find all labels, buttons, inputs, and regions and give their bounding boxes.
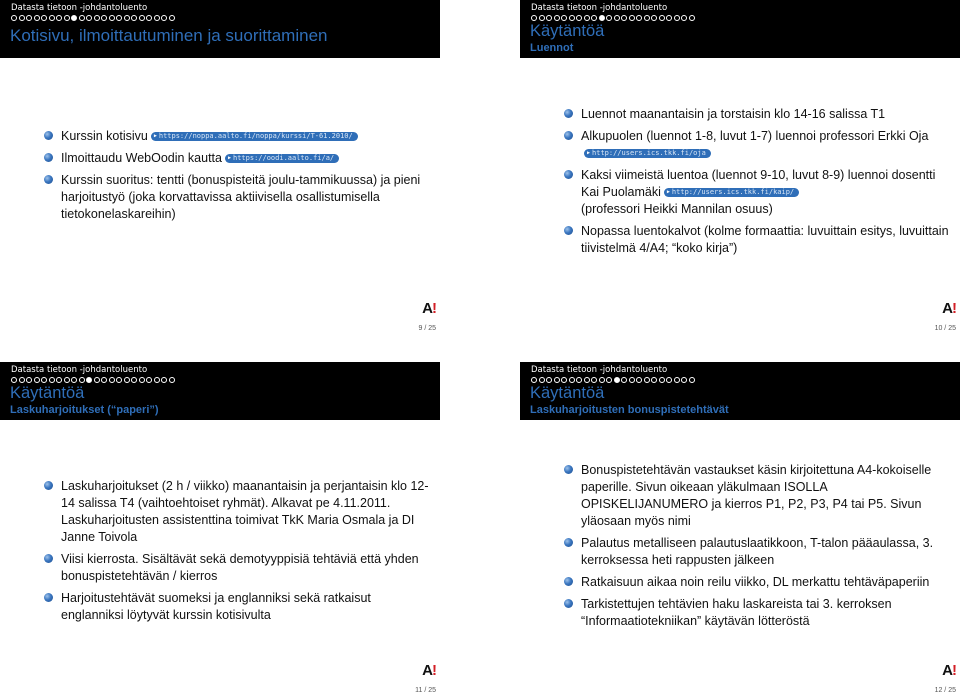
nav-dot[interactable]: [629, 377, 635, 383]
nav-dot[interactable]: [41, 377, 47, 383]
frame-title: Käytäntöä: [10, 384, 85, 402]
nav-dot[interactable]: [116, 377, 122, 383]
slide-10: [520, 0, 960, 335]
nav-dot[interactable]: [614, 15, 620, 21]
list-item: [44, 172, 432, 223]
nav-dot[interactable]: [584, 15, 590, 21]
frame-subtitle: Laskuharjoitusten bonuspistetehtävät: [530, 404, 729, 416]
nav-dot[interactable]: [71, 377, 77, 383]
slide-header: [520, 362, 960, 420]
nav-dot[interactable]: [49, 15, 55, 21]
nav-dot[interactable]: [146, 15, 152, 21]
slide-header: [0, 0, 440, 58]
oja-link[interactable]: ▶ http://users.ics.tkk.fi/oja: [584, 149, 711, 158]
bullet-list: [564, 106, 952, 262]
nav-dot[interactable]: [644, 15, 650, 21]
nav-dot[interactable]: [674, 377, 680, 383]
frame-title: Käytäntöä: [530, 22, 605, 40]
header-course-title: Datasta tietoon -johdantoluento: [531, 365, 668, 375]
nav-dot[interactable]: [584, 377, 590, 383]
list-item: [564, 596, 952, 630]
list-item: [564, 223, 952, 257]
list-item: [564, 128, 952, 162]
list-item: [44, 551, 432, 585]
nav-dot[interactable]: [79, 15, 85, 21]
nav-dot[interactable]: [131, 377, 137, 383]
item-text: Kurssin suoritus: tentti (bonuspisteitä joulu-tammikuussa) ja pieni harjoitustyö (joka korvattavissa aktiivisella osallistumisella tietokonelaskareihin): [61, 173, 421, 221]
list-item: [564, 106, 952, 123]
nav-dot[interactable]: [681, 15, 687, 21]
list-item: [564, 462, 952, 530]
nav-dot[interactable]: [681, 377, 687, 383]
bullet-icon: [564, 538, 573, 547]
nav-dot[interactable]: [79, 377, 85, 383]
bullet-icon: [564, 109, 573, 118]
page-number: 10 / 25: [934, 325, 956, 332]
nav-dots[interactable]: [531, 15, 695, 22]
item-text: Luennot maanantaisin ja torstaisin klo 14-16 salissa T1: [581, 107, 886, 121]
nav-dot[interactable]: [666, 377, 672, 383]
item-text: Alkupuolen (luennot 1-8, luvut 1-7) luennoi professori Erkki Oja: [581, 129, 929, 143]
nav-dots[interactable]: [531, 377, 695, 384]
page-number: 11 / 25: [415, 687, 436, 694]
bullet-icon: [44, 175, 53, 184]
nav-dot[interactable]: [554, 15, 560, 21]
nav-dot[interactable]: [621, 15, 627, 21]
bullet-icon: [44, 131, 53, 140]
bullet-icon: [564, 465, 573, 474]
nav-dot[interactable]: [689, 377, 695, 383]
list-item: [44, 478, 432, 546]
frame-subtitle: Luennot: [530, 42, 574, 54]
frame-title: Käytäntöä: [530, 384, 605, 402]
nav-dot[interactable]: [576, 15, 582, 21]
nav-dot[interactable]: [606, 377, 612, 383]
item-text: Ratkaisuun aikaa noin reilu viikko, DL merkattu tehtäväpaperiin: [581, 575, 930, 589]
nav-dot[interactable]: [539, 15, 545, 21]
item-text: Harjoitustehtävät suomeksi ja englanniksi sekä ratkaisut englanniksi löytyvät kurssin kotisivulta: [61, 591, 371, 622]
bullet-icon: [44, 593, 53, 602]
nav-dot[interactable]: [154, 15, 160, 21]
item-text: Kurssin kotisivu: [61, 129, 148, 143]
item-text: Nopassa luentokalvot (kolme formaattia: luvuittain esitys, luvuittain tiivistelmä 4/A4; “koko kirja”): [581, 224, 949, 255]
nav-dot[interactable]: [124, 377, 130, 383]
aalto-logo: A!: [422, 662, 436, 679]
nav-dot[interactable]: [554, 377, 560, 383]
frame-subtitle: Laskuharjoitukset (“paperi”): [10, 404, 159, 416]
nav-dot[interactable]: [636, 377, 642, 383]
nav-dot[interactable]: [56, 15, 62, 21]
nav-dots[interactable]: [11, 15, 175, 22]
nav-dot[interactable]: [34, 15, 40, 21]
nav-dot[interactable]: [531, 377, 537, 383]
nav-dot[interactable]: [56, 377, 62, 383]
nav-dot[interactable]: [124, 15, 130, 21]
nav-dot[interactable]: [659, 15, 665, 21]
bullet-icon: [564, 170, 573, 179]
bullet-icon: [564, 599, 573, 608]
item-text: Tarkistettujen tehtävien haku laskareista tai 3. kerroksen “Informaatiotekniikan” käytävän lötteröstä: [581, 597, 892, 628]
nav-dot[interactable]: [561, 377, 567, 383]
bullet-icon: [44, 554, 53, 563]
nav-dot[interactable]: [666, 15, 672, 21]
weboodi-link[interactable]: ▶ https://oodi.aalto.fi/a/: [225, 154, 339, 163]
nav-dot[interactable]: [599, 377, 605, 383]
header-course-title: Datasta tietoon -johdantoluento: [531, 3, 668, 13]
bullet-icon: [44, 481, 53, 490]
nav-dot[interactable]: [591, 377, 597, 383]
nav-dot[interactable]: [139, 377, 145, 383]
nav-dot[interactable]: [561, 15, 567, 21]
nav-dot[interactable]: [546, 377, 552, 383]
nav-dot[interactable]: [109, 377, 115, 383]
nav-dot[interactable]: [34, 377, 40, 383]
nav-dot[interactable]: [636, 15, 642, 21]
nav-dot[interactable]: [11, 377, 17, 383]
nav-dot[interactable]: [674, 15, 680, 21]
nav-dot[interactable]: [154, 377, 160, 383]
nav-dot[interactable]: [71, 15, 77, 21]
list-item: [564, 535, 952, 569]
nav-dot[interactable]: [139, 15, 145, 21]
item-text-after: (professori Heikki Mannilan osuus): [581, 202, 773, 216]
nav-dot[interactable]: [591, 15, 597, 21]
nav-dot[interactable]: [546, 15, 552, 21]
slide-header: [0, 362, 440, 420]
bullet-list: [44, 128, 432, 228]
slide-9: [0, 0, 440, 335]
slide-11: [0, 362, 440, 694]
nav-dot[interactable]: [49, 377, 55, 383]
item-text: Kaksi viimeistä luentoa (luennot 9-10, luvut 8-9) luennoi dosentti Kai Puolamäki: [581, 168, 936, 199]
nav-dot[interactable]: [651, 15, 657, 21]
page-number: 9 / 25: [418, 325, 436, 332]
bullet-icon: [564, 131, 573, 140]
aalto-logo: A!: [422, 300, 436, 317]
item-text: Bonuspistetehtävän vastaukset käsin kirjoitettuna A4-kokoiselle paperille. Sivun oikeaan yläkulmaan ISOLLA OPISKELIJANUMERO ja kierros P1, P2, P3, P4 tai P5. Sivun yläosaan myös nimi: [581, 463, 932, 528]
nav-dot[interactable]: [64, 15, 70, 21]
nav-dot[interactable]: [659, 377, 665, 383]
nav-dot[interactable]: [614, 377, 620, 383]
item-text: Ilmoittaudu WebOodin kautta: [61, 151, 222, 165]
list-item: [44, 150, 432, 167]
nav-dot[interactable]: [116, 15, 122, 21]
list-item: [564, 574, 952, 591]
nav-dot[interactable]: [161, 377, 167, 383]
nav-dot[interactable]: [19, 377, 25, 383]
nav-dot[interactable]: [86, 15, 92, 21]
bullet-icon: [44, 153, 53, 162]
aalto-logo: A!: [942, 662, 956, 679]
nav-dot[interactable]: [11, 15, 17, 21]
nav-dot[interactable]: [539, 377, 545, 383]
nav-dot[interactable]: [169, 15, 175, 21]
nav-dot[interactable]: [94, 377, 100, 383]
item-text: Viisi kierrosta. Sisältävät sekä demotyyppisiä tehtäviä että yhden bonuspistetehtävän / kierros: [61, 552, 419, 583]
page-number: 12 / 25: [934, 687, 956, 694]
nav-dot[interactable]: [621, 377, 627, 383]
nav-dot[interactable]: [576, 377, 582, 383]
nav-dot[interactable]: [146, 377, 152, 383]
bullet-icon: [564, 226, 573, 235]
nav-dot[interactable]: [26, 377, 32, 383]
aalto-logo: A!: [942, 300, 956, 317]
item-text: Laskuharjoitukset (2 h / viikko) maanantaisin ja perjantaisin klo 12-14 salissa T4 (vaihtoehtoiset ryhmät). Alkavat pe 4.11.2011. Laskuharjoitusten assistenttina toimivat TkK Maria Osmala ja DI Janne Toivola: [61, 479, 429, 544]
bullet-icon: [564, 577, 573, 586]
header-course-title: Datasta tietoon -johdantoluento: [11, 3, 148, 13]
slide-header: [520, 0, 960, 58]
nav-dot[interactable]: [101, 377, 107, 383]
nav-dot[interactable]: [599, 15, 605, 21]
list-item: [44, 590, 432, 624]
frame-title: Kotisivu, ilmoittautuminen ja suorittaminen: [10, 26, 328, 45]
slide-12: [520, 362, 960, 694]
nav-dot[interactable]: [26, 15, 32, 21]
nav-dot[interactable]: [606, 15, 612, 21]
nav-dot[interactable]: [64, 377, 70, 383]
nav-dots[interactable]: [11, 377, 175, 384]
nav-dot[interactable]: [109, 15, 115, 21]
homepage-link[interactable]: ▶ https://noppa.aalto.fi/noppa/kurssi/T-61.2010/: [151, 132, 358, 141]
nav-dot[interactable]: [569, 377, 575, 383]
nav-dot[interactable]: [169, 377, 175, 383]
nav-dot[interactable]: [569, 15, 575, 21]
nav-dot[interactable]: [161, 15, 167, 21]
nav-dot[interactable]: [689, 15, 695, 21]
nav-dot[interactable]: [651, 377, 657, 383]
item-text: Palautus metalliseen palautuslaatikkoon, T-talon pääaulassa, 3. kerroksessa heti rappusten jälkeen: [581, 536, 934, 567]
nav-dot[interactable]: [644, 377, 650, 383]
nav-dot[interactable]: [629, 15, 635, 21]
nav-dot[interactable]: [19, 15, 25, 21]
kaip-link[interactable]: ▶ http://users.ics.tkk.fi/kaip/: [664, 188, 799, 197]
nav-dot[interactable]: [131, 15, 137, 21]
bullet-list: [44, 478, 432, 629]
nav-dot[interactable]: [94, 15, 100, 21]
list-item: [44, 128, 432, 145]
nav-dot[interactable]: [41, 15, 47, 21]
header-course-title: Datasta tietoon -johdantoluento: [11, 365, 148, 375]
bullet-list: [564, 462, 952, 635]
list-item: [564, 167, 952, 218]
nav-dot[interactable]: [86, 377, 92, 383]
nav-dot[interactable]: [101, 15, 107, 21]
nav-dot[interactable]: [531, 15, 537, 21]
